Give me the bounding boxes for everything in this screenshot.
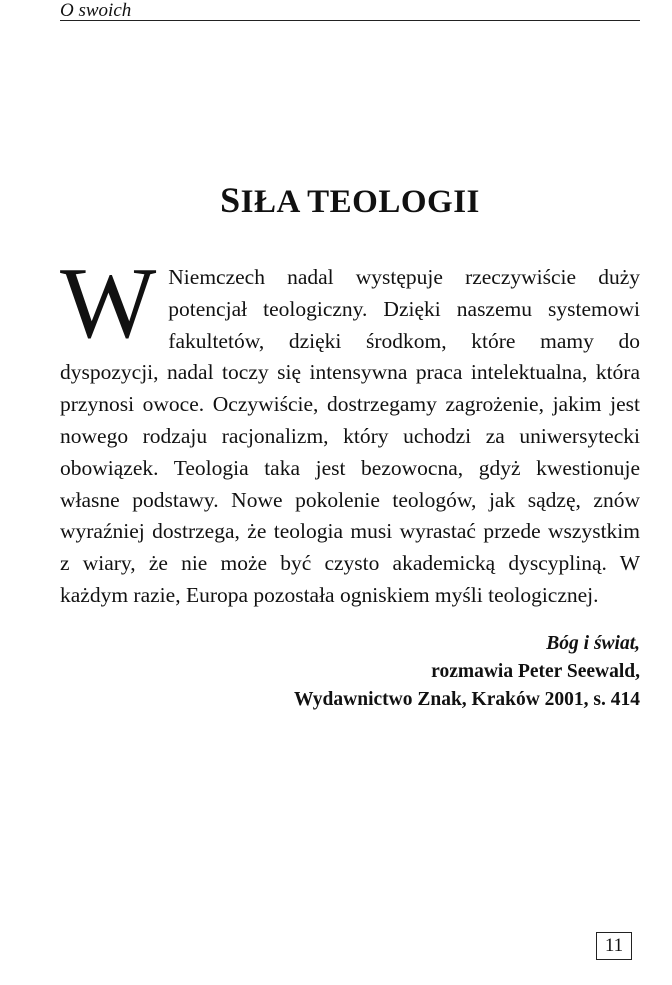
source-attribution [294,630,640,714]
running-head: O swoich [60,0,132,21]
attribution-interviewer: rozmawia Peter Seewald, [431,661,640,682]
body-paragraph [60,247,640,612]
chapter-title [0,178,672,224]
title-rest: IŁA TEOLOGII [240,184,480,220]
body-text: Niemczech nadal występuje rzeczywiście duży potencjał teologiczny. Dzięki naszemu systemowi fakultetów, dzięki środkom, które mamy do dyspozycji, nadal toczy się intensywna praca intelektualna, która przynosi owoce. Oczywiście, dostrzegamy zagrożenie, jakim jest nowego rodzaju racjonalizm, który uchodzi za uniwersytecki obowiązek. Teologia taka jest bezowocna, gdyż kwestionuje własne podstawy. Nowe pokolenie teologów, jak sądzę, znów wyraźniej dostrzega, że teologia musi wyrastać przede wszystkim z wiary, że nie może być czysto akademicką dyscypliną. W każdym razie, Europa pozostała ogniskiem myśli teologicznej. [60,265,640,607]
drop-cap: W [60,247,157,360]
title-first-letter: S [220,180,241,220]
attribution-book-title: Bóg i świat, [546,633,640,654]
header-rule [60,20,640,21]
page-number: 11 [596,932,632,960]
attribution-publisher: Wydawnictwo Znak, Kraków 2001, s. 414 [294,689,640,710]
